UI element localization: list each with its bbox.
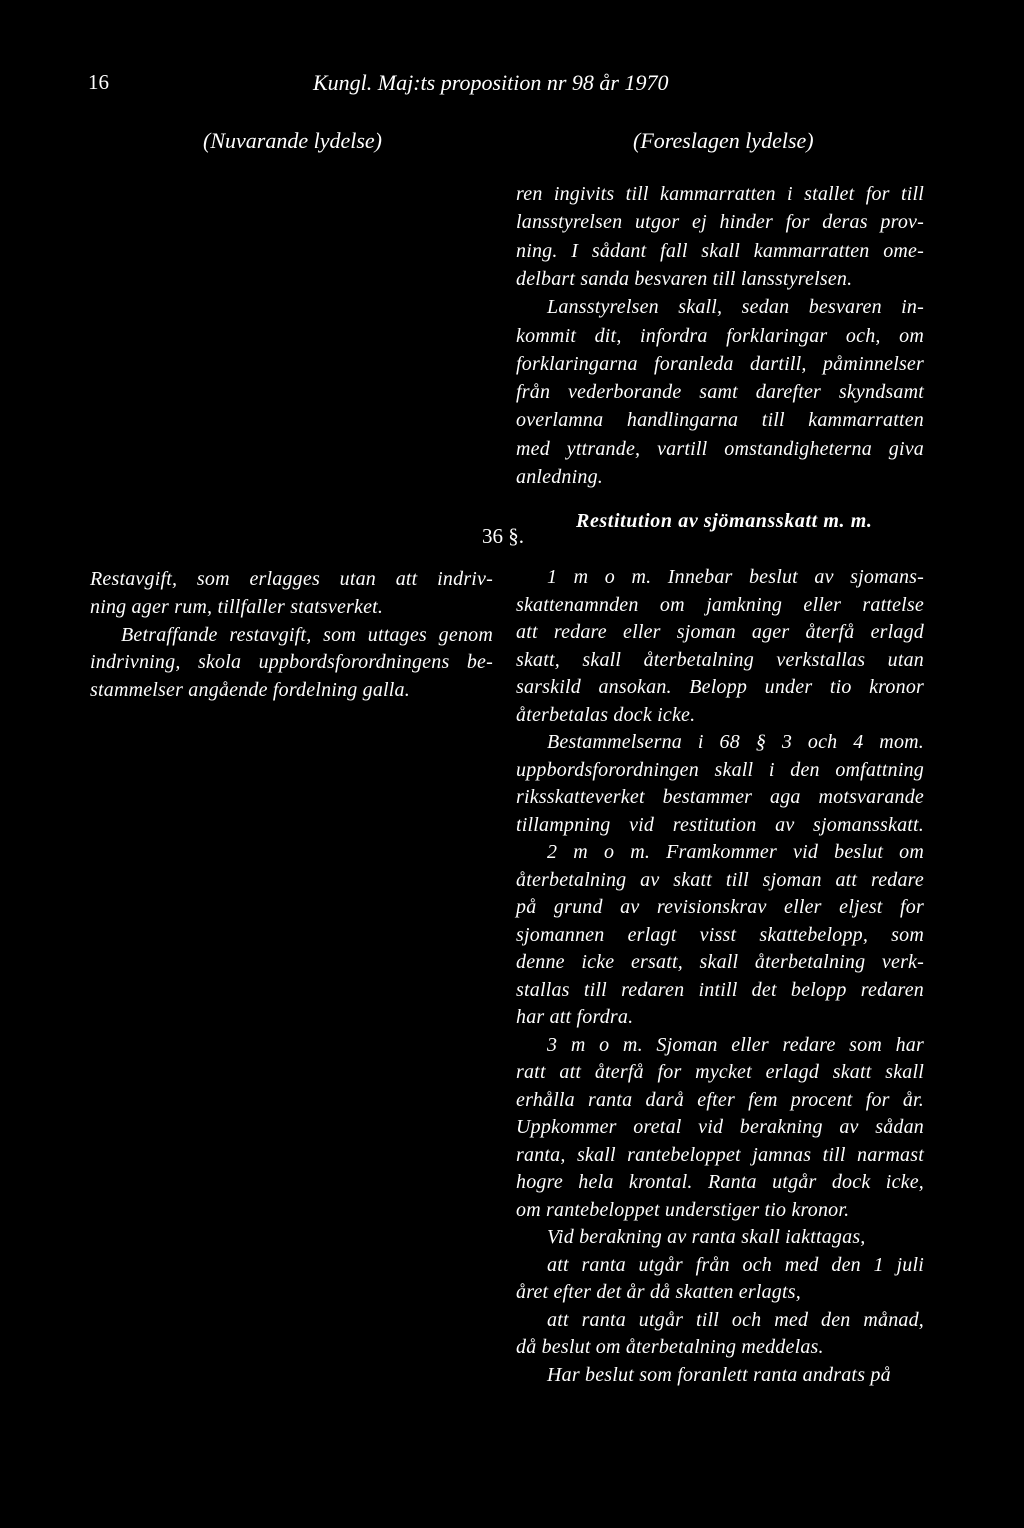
text-line: 3 m o m. Sjoman eller redare som har — [547, 1033, 924, 1056]
text-line: 2 m o m. Framkommer vid beslut om — [547, 841, 924, 863]
text-line: Uppkommer oretal vid berakning av sådan — [516, 1116, 924, 1138]
text-line: då beslut om återbetalning meddelas. — [516, 1336, 824, 1358]
page-header-title: Kungl. Maj:ts proposition nr 98 år 1970 — [313, 70, 669, 95]
text-line: ning ager rum, tillfaller statsverket. — [90, 595, 384, 618]
text-line: att ranta utgår till och med den månad, — [547, 1308, 924, 1331]
page-number: 16 — [88, 70, 109, 94]
text-line: overlamna handlingarna till kammarratten — [516, 409, 924, 432]
text-line: 1 m o m. Innebar beslut av sjomans- — [547, 566, 924, 588]
text-line: skattenamnden om jamkning eller rattelse — [516, 593, 924, 616]
text-line: kommit dit, infordra forklaringar och, om — [516, 324, 924, 347]
left-column-heading: (Nuvarande lydelse) — [203, 128, 382, 153]
text-line: återbetalas dock icke. — [516, 703, 696, 726]
text-line: ranta, skall rantebeloppet jamnas till narmast — [516, 1143, 924, 1166]
text-line: har att fordra. — [516, 1006, 634, 1028]
text-line: ning. I sådant fall skall kammarratten ome- — [516, 239, 924, 262]
text-line: skatt, skall återbetalning verkstallas utan — [516, 648, 924, 671]
text-line: uppbordsforordningen skall i den omfattning — [516, 758, 924, 781]
text-line: Bestammelserna i 68 § 3 och 4 mom. — [547, 731, 924, 753]
text-line: att ranta utgår från och med den 1 juli — [547, 1253, 924, 1276]
text-line: delbart sanda besvaren till lansstyrelsen. — [516, 267, 853, 290]
text-line: året efter det år då skatten erlagts, — [516, 1281, 801, 1303]
text-line: hogre hela krontal. Ranta utgår dock icke, — [516, 1171, 924, 1193]
text-line: tillampning vid restitution av sjomansskatt. — [516, 813, 924, 836]
text-line: Lansstyrelsen skall, sedan besvaren in- — [547, 296, 924, 319]
text-line: med yttrande, vartill omstandigheterna giva — [516, 437, 924, 460]
text-line: ratt att återfå for mycket erlagd skatt skall — [516, 1061, 924, 1083]
text-line: från vederborande samt darefter skyndsamt — [516, 381, 924, 404]
text-line: Vid berakning av ranta skall iakttagas, — [547, 1226, 866, 1248]
text-line: Har beslut som foranlett ranta andrats på — [547, 1363, 891, 1386]
right-column-heading: (Foreslagen lydelse) — [633, 128, 814, 153]
text-line: riksskatteverket bestammer aga motsvarande — [516, 786, 924, 808]
text-line: återbetalning av skatt till sjoman att redare — [516, 868, 924, 891]
text-line: anledning. — [516, 466, 603, 488]
text-line: på grund av revisionskrav eller eljest for — [516, 896, 924, 918]
text-line: lansstyrelsen utgor ej hinder for deras prov- — [516, 211, 924, 234]
text-line: sarskild ansokan. Belopp under tio kronor — [516, 676, 924, 698]
text-line: indrivning, skola uppbordsforordningens be- — [90, 651, 493, 674]
text-line: ren ingivits till kammarratten i stallet for till — [516, 183, 924, 205]
text-line: sjomannen erlagt visst skattebelopp, som — [516, 923, 924, 946]
section-number: 36 §. — [482, 524, 524, 548]
text-line: erhålla ranta darå efter fem procent for år. — [516, 1088, 924, 1111]
text-line: forklaringarna foranleda dartill, påminnelser — [516, 352, 924, 375]
text-line: att redare eller sjoman ager återfå erlagd — [516, 621, 924, 643]
text-line: Betraffande restavgift, som uttages genom — [121, 623, 493, 646]
text-line: stammelser angående fordelning galla. — [90, 679, 410, 702]
text-line: om rantebeloppet understiger tio kronor. — [516, 1198, 850, 1221]
section-title: Restitution av sjömansskatt m. m. — [576, 510, 873, 532]
text-line: stallas till redaren intill det belopp redaren — [516, 978, 924, 1001]
text-line: denne icke ersatt, skall återbetalning verk- — [516, 951, 924, 973]
text-line: Restavgift, som erlagges utan att indriv- — [90, 568, 493, 590]
